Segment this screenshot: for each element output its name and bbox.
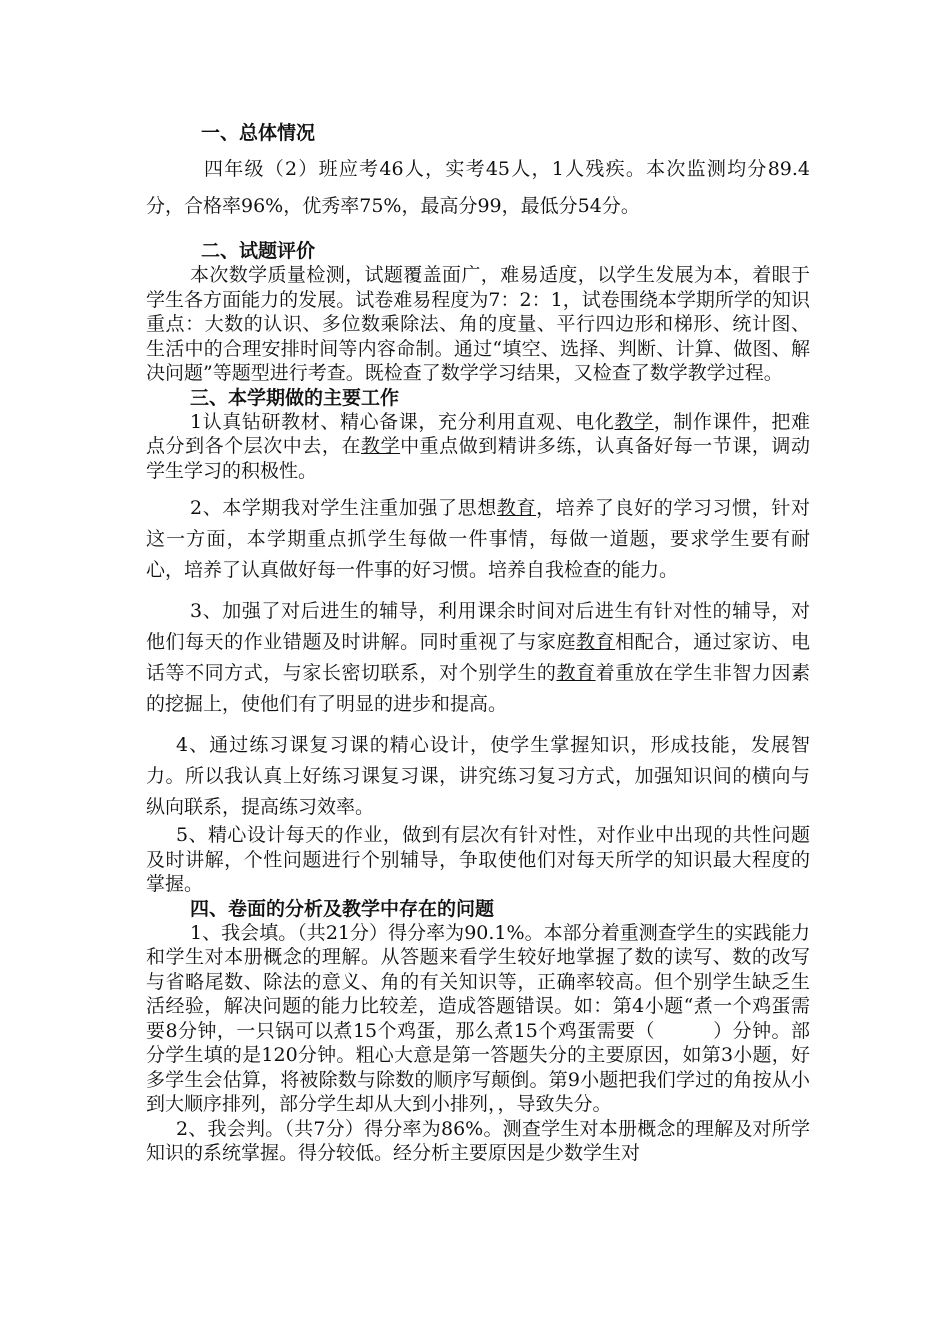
- paragraph: 5、精心设计每天的作业，做到有层次有针对性，对作业中出现的共性问题及时讲解，个性问题进行个别辅导，争取使他们对每天所学的知识最大程度的掌握。: [146, 824, 810, 895]
- paragraph-text: 3、加强了对后进生的辅导，利用课余时间对后进生有针对性的辅导，对他们每天的作业错题及时讲解。同时重视了与家庭: [146, 600, 810, 653]
- paragraph-text: 相配合，通过家访、电话等不同方式，与家长密切联系，对个别学生的: [146, 631, 810, 684]
- paragraph: [146, 493, 810, 586]
- section-heading: 四、卷面的分析及教学中存在的问题: [190, 897, 495, 920]
- paragraph-text: 1认真钻研教材、精心备课，充分利用直观、电化: [190, 410, 615, 433]
- paragraph-text: 着重放在学生非智力因素的挖掘上，使他们有了明显的进步和提高。: [146, 662, 810, 715]
- hyperlink-jiaoxue[interactable]: 教学: [361, 435, 401, 457]
- hyperlink-jiaoyu[interactable]: 教育: [556, 662, 596, 684]
- hyperlink-jiaoyu[interactable]: 教育: [496, 497, 537, 519]
- paragraph: 1、我会填。（共21分）得分率为90.1%。本部分着重测查学生的实践能力和学生对本册概念的理解。从答题来看学生较好地掌握了数的读写、数的改写与省略尾数、除法的意义、角的有关知识等，正确率较高。但个别学生缺乏生活经验，解决问题的能力比较差，造成答题错误。如：第4小题“煮一个鸡蛋需要8分钟，一只锅可以煮15个鸡蛋，那么煮15个鸡蛋需要（ ）分钟。部分学生填的是120分钟。粗心大意是第一答题失分的主要原因，如第3小题，好多学生会估算，将被除数与除数的顺序写颠倒。第9小题把我们学过的角按从小到大顺序排列，部分学生却从大到小排列，，导致失分。: [146, 921, 810, 1115]
- section-heading: 二、试题评价: [201, 240, 316, 262]
- section-heading: 一、总体情况: [201, 122, 316, 144]
- paragraph: [146, 596, 810, 720]
- document-page: [146, 121, 810, 1166]
- paragraph: 2、我会判。（共7分）得分率为86%。测查学生对本册概念的理解及对所学知识的系统掌握。得分较低。经分析主要原因是少数学生对: [146, 1117, 810, 1164]
- paragraph: 四年级（2）班应考46人，实考45人，1人残疾。本次监测均分89.4分，合格率96%，优秀率75%，最高分99，最低分54分。: [146, 158, 810, 217]
- paragraph: 本次数学质量检测，试题覆盖面广，难易适度，以学生发展为本，着眼于学生各方面能力的发展。试卷难易程度为7：2：1，试卷围绕本学期所学的知识重点：大数的认识、多位数乘除法、角的度量、平行四边形和梯形、统计图、生活中的合理安排时间等内容命制。通过“填空、选择、判断、计算、做图、解决问题”等题型进行考查。既检查了数学学习结果，又检查了数学教学过程。: [146, 264, 810, 384]
- hyperlink-jiaoyu[interactable]: 教育: [575, 631, 616, 653]
- paragraph-text: 中重点做到精讲多练，认真备好每一节课，调动学生学习的积极性。: [146, 435, 810, 482]
- paragraph: 4、通过练习课复习课的精心设计，使学生掌握知识，形成技能，发展智力。所以我认真上好练习课复习课，讲究练习复习方式，加强知识间的横向与纵向联系，提高练习效率。: [146, 734, 810, 818]
- paragraph-text: 2、本学期我对学生注重加强了思想: [190, 497, 497, 519]
- section-heading: 三、本学期做的主要工作: [190, 386, 400, 409]
- paragraph: [146, 410, 810, 484]
- hyperlink-jiaoxue[interactable]: 教学: [614, 410, 654, 433]
- paragraph-text: ，制作课件，把难点分到各个层次中去，在: [146, 410, 810, 457]
- paragraph-text: ，培养了良好的学习习惯，针对这一方面，本学期重点抓学生每做一件事情，每做一道题，要求学生要有耐心，培养了认真做好每一件事的好习惯。培养自我检查的能力。: [146, 497, 810, 581]
